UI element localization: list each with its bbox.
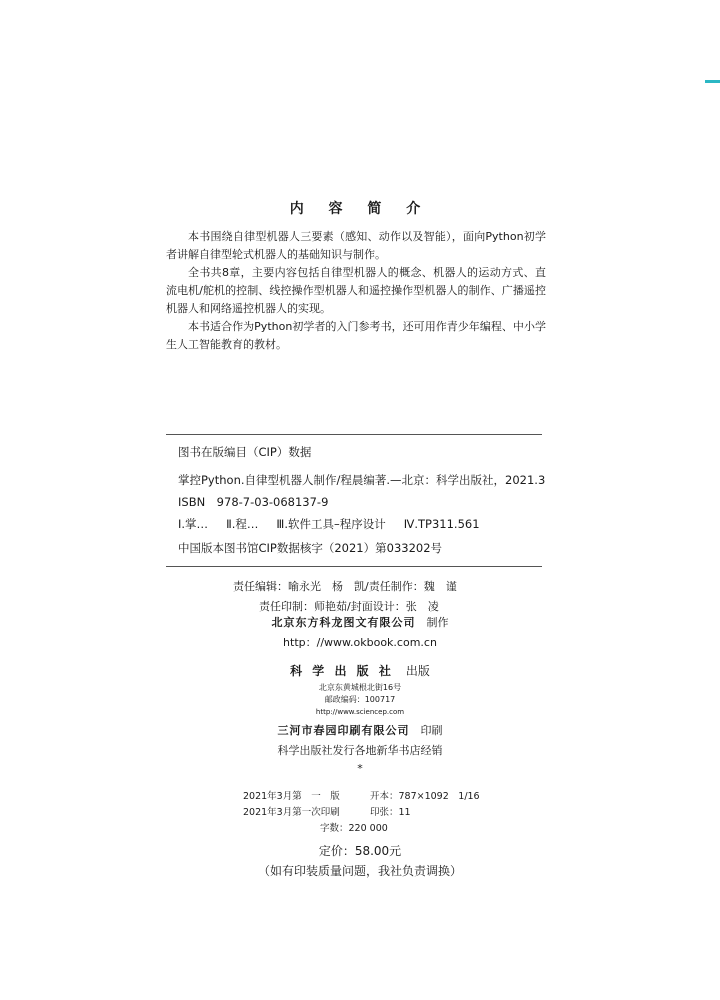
cip-class-1: Ⅰ.掌…	[178, 517, 209, 531]
intro-title: 内 容 简 介	[289, 201, 431, 217]
intro-paragraph-3: 本书适合作为Python初学者的入门参考书，还可用作青少年编程、中小学生人工智能教育的教材。	[166, 320, 546, 351]
print-words: 字数：220 000	[320, 823, 388, 834]
cip-isbn: ISBN 978-7-03-068137-9	[178, 495, 329, 509]
publisher-postcode: 邮政编码：100717	[324, 695, 396, 704]
publisher-line	[0, 662, 720, 679]
divider-top	[166, 434, 542, 435]
credits-editors: 责任编辑：喻永光 杨 凯/责任制作：魏 谨	[233, 580, 457, 593]
producer-line	[0, 614, 720, 630]
producer-name: 北京东方科龙图文有限公司	[271, 616, 416, 629]
accent-bar	[705, 80, 720, 83]
producer-role: 制作	[426, 616, 449, 629]
publisher-name: 科 学 出 版 社	[290, 664, 394, 678]
cip-record: 掌控Python.自律型机器人制作/程晨编著.—北京：科学出版社，2021.3	[178, 473, 546, 487]
cip-core-number: 中国版本图书馆CIP数据核字（2021）第033202号	[178, 541, 443, 555]
divider-bottom	[166, 566, 542, 567]
cip-class-2: Ⅱ.程…	[226, 517, 259, 531]
printer-line	[0, 722, 720, 738]
distribution-line: 科学出版社发行各地新华书店经销	[277, 744, 443, 757]
print-printing: 2021年3月第一次印刷	[243, 807, 340, 818]
publisher-url: http://www.sciencep.com	[315, 708, 405, 716]
separator-star: *	[357, 762, 363, 775]
intro-paragraph-1: 本书围绕自律型机器人三要素（感知、动作以及智能），面向Python初学者讲解自律型轮式机器人的基础知识与制作。	[166, 230, 546, 261]
print-sheets: 印张：11	[370, 807, 411, 818]
price-note: （如有印装质量问题，我社负责调换）	[257, 864, 462, 878]
cip-classification	[178, 516, 498, 532]
print-format: 开本：787×1092 1/16	[370, 791, 480, 802]
cip-heading: 图书在版编目（CIP）数据	[178, 445, 312, 459]
intro-paragraph-2: 全书共8章，主要内容包括自律型机器人的概念、机器人的运动方式、直流电机/舵机的控制、线控操作型机器人和遥控操作型机器人的制作、广播遥控机器人和网络遥控机器人的实现。	[166, 266, 546, 315]
printer-name: 三河市春园印刷有限公司	[277, 724, 410, 737]
printer-role: 印刷	[420, 724, 443, 737]
publisher-role: 出版	[405, 664, 430, 678]
publisher-address: 北京东黄城根北街16号	[318, 683, 402, 692]
cip-class-3: Ⅲ.软件工具–程序设计	[276, 517, 386, 531]
producer-url: http：//www.okbook.com.cn	[283, 636, 437, 649]
credits-production: 责任印制：师艳茹/封面设计：张 凌	[259, 600, 439, 613]
print-edition: 2021年3月第 一 版	[243, 791, 340, 802]
price-label: 定价：58.00元	[318, 844, 402, 858]
intro-text	[166, 228, 546, 354]
cip-class-4: Ⅳ.TP311.561	[403, 517, 480, 531]
